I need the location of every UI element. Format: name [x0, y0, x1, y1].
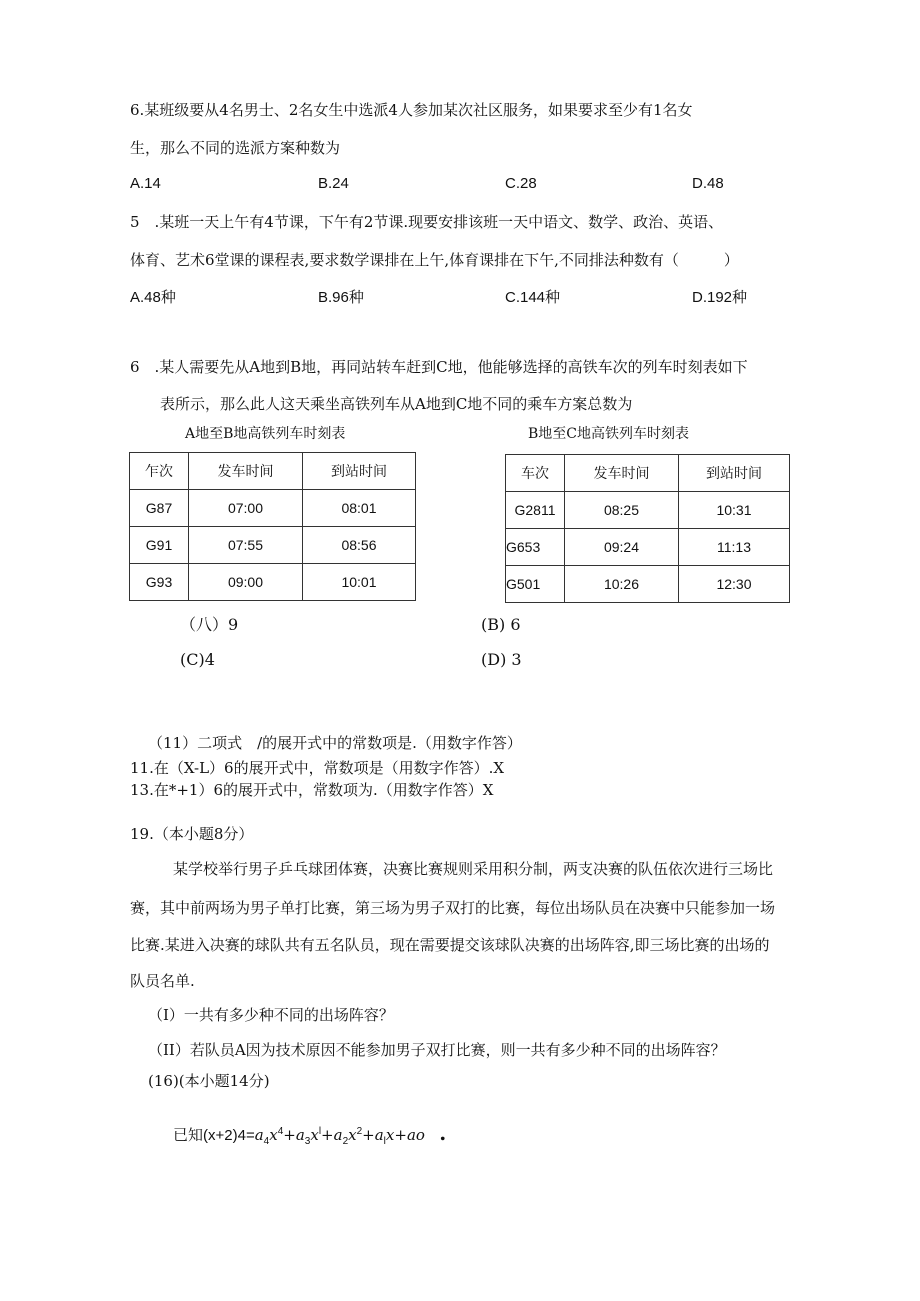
q16-var-sup: l	[318, 1126, 322, 1137]
table-cell: 10:01	[303, 564, 416, 601]
q16-coef: +a	[283, 1126, 305, 1144]
q16-var: x	[269, 1126, 278, 1144]
q6b-option-c: (C)4	[180, 650, 215, 669]
table-cell: 08:01	[303, 490, 416, 527]
q5-option-d: D.192种	[692, 289, 748, 306]
q16-var: x	[385, 1126, 395, 1144]
q16-formula	[173, 1122, 446, 1152]
q11a-text: （11）二项式 /的展开式中的常数项是.（用数字作答）	[148, 734, 522, 752]
q16-coef: a	[254, 1126, 264, 1144]
q16-coef: +a	[362, 1126, 384, 1144]
table-cell: G2811	[506, 492, 565, 529]
q5-option-c: C.144种	[505, 289, 561, 306]
q13-text: 13.在*+1）6的展开式中，常数项为.（用数字作答）X	[130, 781, 494, 799]
table-a-to-b	[129, 452, 416, 601]
table-cell: 11:13	[679, 529, 790, 566]
q6b-option-a: （八）9	[180, 615, 239, 634]
table-row	[130, 527, 416, 564]
q16-coef-sub: 2	[342, 1136, 349, 1147]
q19-title: 19.（本小题8分）	[130, 825, 254, 843]
table-header: 到站时间	[303, 453, 416, 490]
q6a-line2: 生，那么不同的选派方案种数为	[130, 139, 341, 157]
table-cell: 09:24	[565, 529, 679, 566]
table-cell: 08:25	[565, 492, 679, 529]
table1-caption: A地至B地高铁列车时刻表	[185, 426, 346, 442]
q6b-line1: 6 .某人需要先从A地到B地，再同站转车赶到C地，他能够选择的高铁车次的列车时刻表如下	[130, 358, 748, 376]
q6a-option-b: B.24	[318, 175, 349, 192]
q16-coef-sub: o	[415, 1126, 425, 1144]
table-header: 车次	[506, 455, 565, 492]
q19-sub2: （II）若队员A因为技术原因不能参加男子双打比赛，则一共有多少种不同的出场阵容？	[148, 1041, 726, 1059]
q16-var: x	[348, 1126, 357, 1144]
table-cell: 08:56	[303, 527, 416, 564]
q6a-option-c: C.28	[505, 175, 537, 192]
q16-var: x	[310, 1126, 319, 1144]
table-row	[130, 490, 416, 527]
table-cell: 07:00	[189, 490, 303, 527]
q19-para-line4: 队员名单.	[130, 972, 195, 990]
q16-coef-sub: l	[383, 1136, 386, 1147]
table-cell: G93	[130, 564, 189, 601]
q6a-option-d: D.48	[692, 175, 724, 192]
q16-coef-sub: 4	[263, 1136, 270, 1147]
q16-coef: +a	[321, 1126, 343, 1144]
table-header-row	[130, 453, 416, 490]
q16-coef-sub: 3	[304, 1136, 311, 1147]
q6b-option-b: (B) 6	[481, 615, 521, 634]
table-row	[130, 564, 416, 601]
q16-var-sup: 2	[356, 1126, 363, 1137]
table-header: 发车时间	[189, 453, 303, 490]
table-header: 发车时间	[565, 455, 679, 492]
q6a-line1: 6.某班级要从4名男士、2名女生中选派4人参加某次社区服务，如果要求至少有1名女	[130, 101, 693, 119]
q5-line1: 5 .某班一天上午有4节课，下午有2节课.现要安排该班一天中语文、数学、政治、英语、	[130, 213, 724, 231]
table-cell: G501	[506, 566, 565, 603]
table2-caption: B地至C地高铁列车时刻表	[528, 426, 689, 442]
table-cell: 10:31	[679, 492, 790, 529]
table-cell: 07:55	[189, 527, 303, 564]
table-cell: 09:00	[189, 564, 303, 601]
q16-prefix: 已知	[173, 1126, 204, 1144]
q6b-line2: 表所示，那么此人这天乘坐高铁列车从A地到C地不同的乘车方案总数为	[160, 395, 633, 413]
table-row	[506, 566, 790, 603]
table-cell: 12:30	[679, 566, 790, 603]
q16-var-sup: 4	[277, 1126, 284, 1137]
q6a-option-a: A.14	[130, 175, 161, 192]
q16-title: (16)(本小题14分)	[148, 1072, 270, 1090]
q19-para-line3: 比赛.某进入决赛的球队共有五名队员，现在需要提交该球队决赛的出场阵容,即三场比赛的出场的	[130, 936, 770, 954]
table-header-row	[506, 455, 790, 492]
q16-end-dot: .	[439, 1121, 447, 1145]
q11b-text: 11.在（X-L）6的展开式中，常数项是（用数字作答）.X	[130, 759, 505, 777]
q19-sub1: （I）一共有多少种不同的出场阵容？	[148, 1006, 394, 1024]
table-cell: G91	[130, 527, 189, 564]
table-cell: G653	[506, 529, 565, 566]
table-header: 乍次	[130, 453, 189, 490]
table-header: 到站时间	[679, 455, 790, 492]
table-row	[506, 529, 790, 566]
q16-coef: +a	[394, 1126, 416, 1144]
q5-option-a: A.48种	[130, 289, 176, 306]
q6b-option-d: (D) 3	[481, 650, 522, 669]
q19-para-line2: 赛，其中前两场为男子单打比赛，第三场为男子双打的比赛，每位出场队员在决赛中只能参加一场	[130, 899, 776, 917]
table-cell: G87	[130, 490, 189, 527]
table-b-to-c	[505, 454, 790, 603]
table-cell: 10:26	[565, 566, 679, 603]
table-row	[506, 492, 790, 529]
q16-formula-text: (x+2)4=	[203, 1127, 255, 1144]
q5-option-b: B.96种	[318, 289, 364, 306]
q19-para-line1: 某学校举行男子乒乓球团体赛，决赛比赛规则采用积分制，两支决赛的队伍依次进行三场比	[173, 860, 774, 878]
q5-line2: 体育、艺术6堂课的课程表,要求数学课排在上午,体育课排在下午,不同排法种数有（ ）	[130, 251, 739, 269]
